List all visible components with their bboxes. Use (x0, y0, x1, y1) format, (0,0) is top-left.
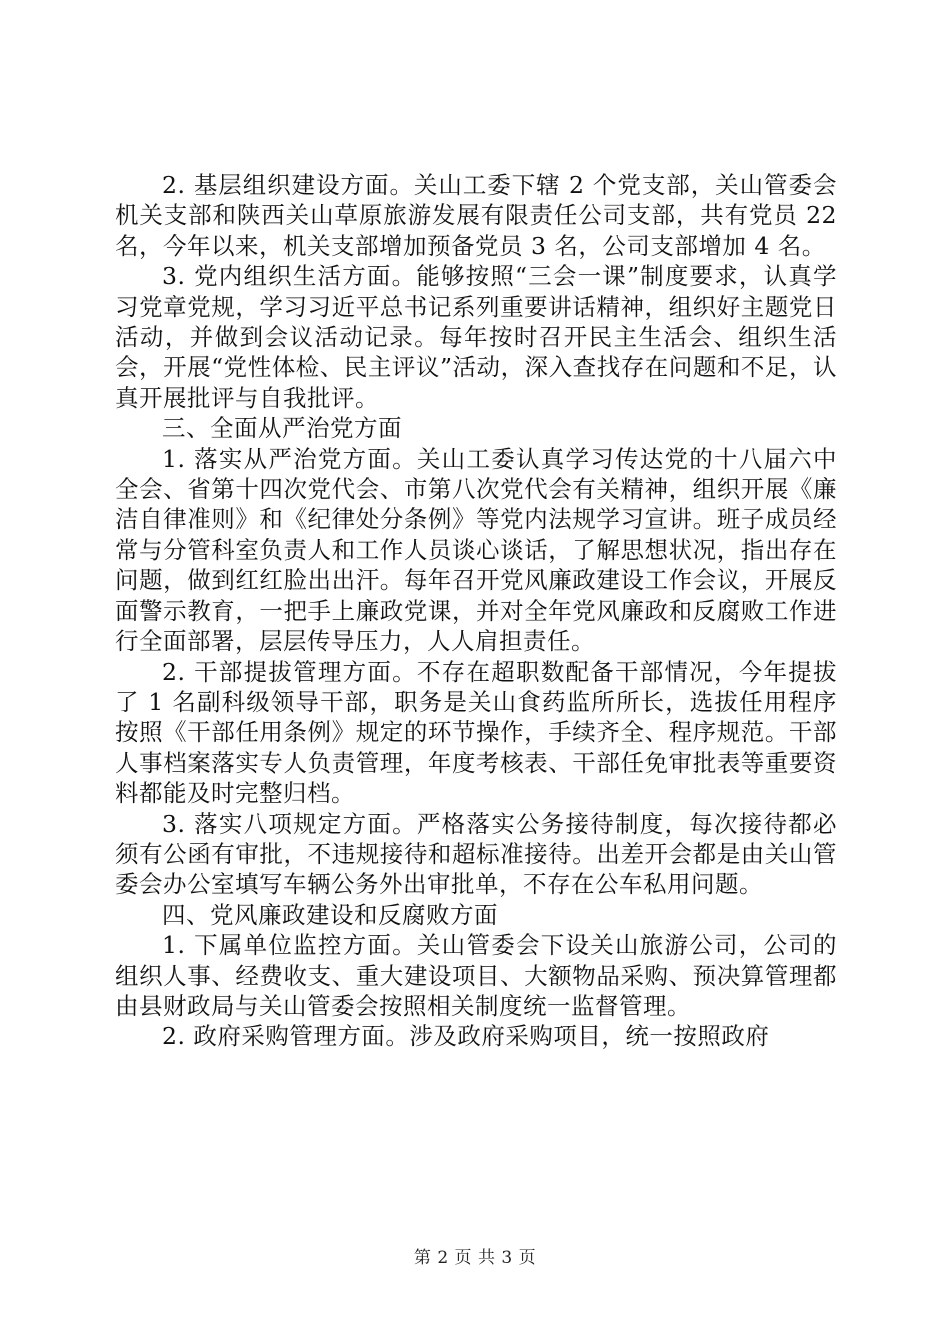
document-body (115, 170, 837, 1052)
page-footer: 第 2 页 共 3 页 (413, 1248, 537, 1268)
section-heading-anti-corruption: 四、党风廉政建设和反腐败方面 (162, 900, 498, 929)
paragraph-implement-strict-governance: 1. 落实从严治党方面。关山工委认真学习传达党的十八届六中全会、省第十四次党代会、市第八次党代会有关精神，组织开展《廉洁自律准则》和《纪律处分条例》等党内法规学习宣讲。班子成员经常与分管科室负责人和工作人员谈心谈话，了解思想状况，指出存在问题，做到红红脸出出汗。每年召开党风廉政建设工作会议，开展反面警示教育，一把手上廉政党课，并对全年党风廉政和反腐败工作进行全面部署，层层传导压力，人人肩担责任。 (115, 444, 837, 656)
section-heading-strict-governance: 三、全面从严治党方面 (162, 414, 402, 443)
paragraph-subordinate-units: 1. 下属单位监控方面。关山管委会下设关山旅游公司，公司的组织人事、经费收支、重大建设项目、大额物品采购、预决算管理都由县财政局与关山管委会按照相关制度统一监督管理。 (115, 931, 837, 1020)
paragraph-cadre-promotion: 2. 干部提拔管理方面。不存在超职数配备干部情况，今年提拔了 1 名副科级领导干部，职务是关山食药监所所长，选拔任用程序按照《干部任用条例》规定的环节操作，手续齐全、程序规范。干部人事档案落实专人负责管理，年度考核表、干部任免审批表等重要资料都能及时完整归档。 (115, 657, 837, 808)
paragraph-eight-regulations: 3. 落实八项规定方面。严格落实公务接待制度，每次接待都必须有公函有审批，不违规接待和超标准接待。出差开会都是由关山管委会办公室填写车辆公务外出审批单，不存在公车私用问题。 (115, 809, 837, 899)
paragraph-government-procurement: 2. 政府采购管理方面。涉及政府采购项目，统一按照政府 (162, 1022, 770, 1051)
paragraph-party-organization-life: 3. 党内组织生活方面。能够按照“三会一课”制度要求，认真学习党章党规，学习习近平总书记系列重要讲话精神，组织好主题党日活动，并做到会议活动记录。每年按时召开民主生活会、组织生活会，开展“党性体检、民主评议”活动，深入查找存在问题和不足，认真开展批评与自我批评。 (115, 262, 837, 412)
paragraph-grassroots-organization: 2. 基层组织建设方面。关山工委下辖 2 个党支部，关山管委会机关支部和陕西关山草原旅游发展有限责任公司支部，共有党员 22 名，今年以来，机关支部增加预备党员 3 名，公司支部增加 4 名。 (115, 171, 837, 260)
